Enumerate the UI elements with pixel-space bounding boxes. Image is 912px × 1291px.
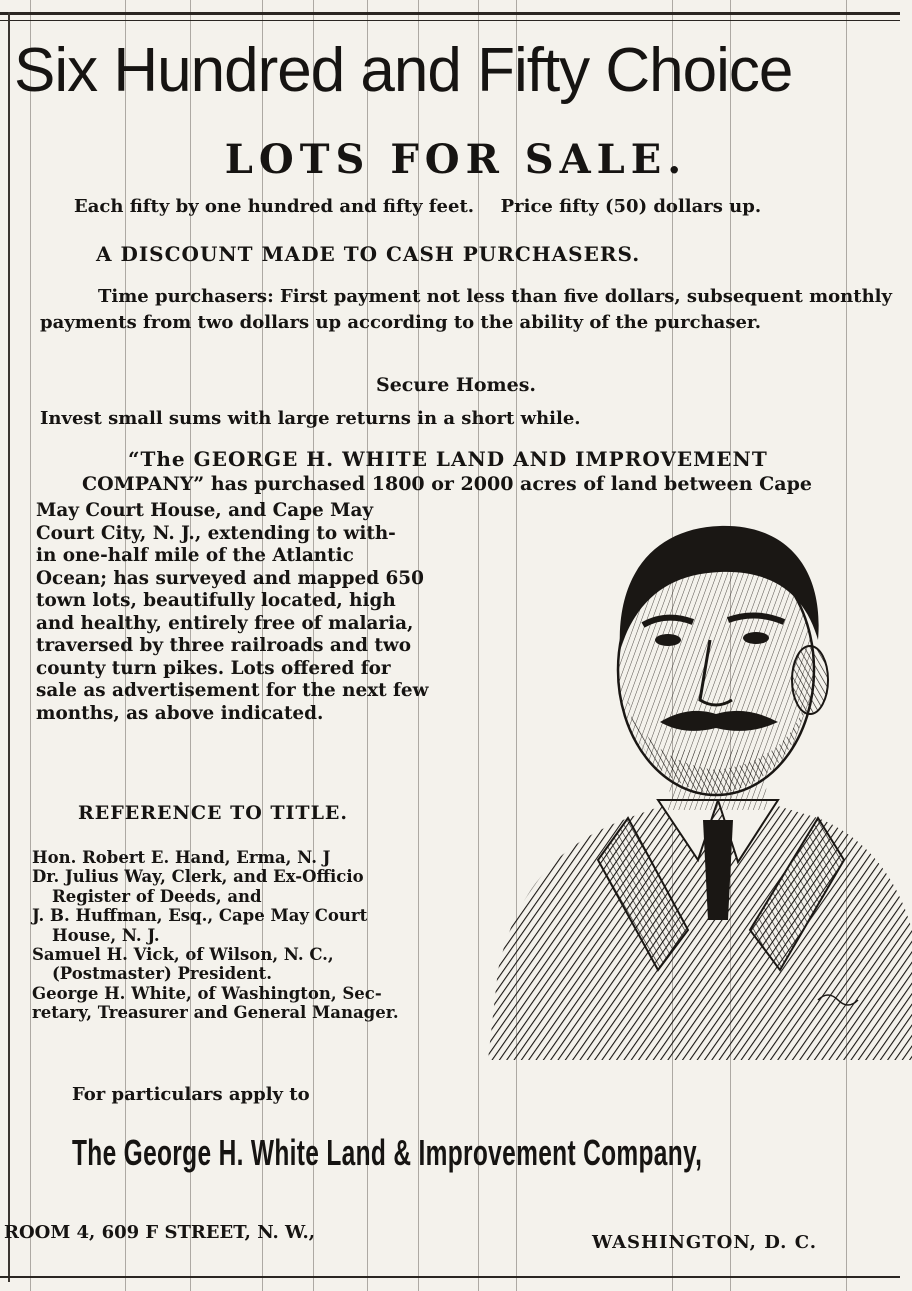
description-line: traversed by three railroads and two bbox=[36, 635, 412, 656]
discount-line: A DISCOUNT MADE TO CASH PURCHASERS. bbox=[96, 242, 641, 266]
lot-size-text: Each fifty by one hundred and fifty feet. bbox=[74, 196, 475, 217]
invest-line: Invest small sums with large returns in a short while. bbox=[40, 408, 581, 429]
terms-paragraph: Time purchasers: First payment not less than five dollars, subsequent monthly payments from two dollars up according to the ability of the purchaser. bbox=[40, 286, 892, 333]
headline: Six Hundred and Fifty Choice bbox=[14, 36, 793, 105]
reference-line: Samuel H. Vick, of Wilson, N. C., bbox=[32, 945, 334, 965]
description-line: months, as above indicated. bbox=[36, 702, 324, 724]
apply-line: For particulars apply to bbox=[72, 1084, 310, 1105]
company-intro-line2: COMPANY” has purchased 1800 or 2000 acres of land between Cape bbox=[82, 473, 812, 495]
reference-line: Dr. Julius Way, Clerk, and Ex-Officio bbox=[32, 867, 364, 887]
reference-line: J. B. Huffman, Esq., Cape May Court bbox=[32, 906, 368, 926]
description-line: in one-half mile of the Atlantic bbox=[36, 545, 354, 566]
description-line: May Court House, and Cape May bbox=[36, 500, 374, 521]
description-line: county turn pikes. Lots offered for bbox=[36, 657, 391, 679]
left-border-rule bbox=[8, 12, 10, 1282]
reference-line: George H. White, of Washington, Sec- bbox=[32, 983, 382, 1003]
reference-list bbox=[32, 848, 472, 1023]
description-column bbox=[36, 500, 466, 725]
company-intro-line1: “The GEORGE H. WHITE LAND AND IMPROVEMENT bbox=[128, 447, 768, 471]
top-border-rule bbox=[0, 12, 900, 15]
description-line: and healthy, entirely free of malaria, bbox=[36, 612, 414, 634]
scan-streak bbox=[478, 0, 479, 1291]
scan-streak bbox=[30, 0, 31, 1291]
engraved-portrait-icon bbox=[488, 500, 912, 1060]
reference-line: (Postmaster) President. bbox=[52, 964, 273, 984]
subheadline: LOTS FOR SALE. bbox=[224, 136, 688, 183]
reference-heading: REFERENCE TO TITLE. bbox=[78, 802, 349, 824]
description-line: sale as advertisement for the next few bbox=[36, 680, 429, 701]
reference-line: Hon. Robert E. Hand, Erma, N. J bbox=[32, 848, 331, 867]
reference-line: Register of Deeds, and bbox=[52, 886, 262, 906]
description-line: Ocean; has surveyed and mapped 650 bbox=[36, 567, 424, 589]
secure-homes-heading: Secure Homes. bbox=[376, 374, 537, 396]
description-line: town lots, beautifully located, high bbox=[36, 590, 396, 611]
reference-line: retary, Treasurer and General Manager. bbox=[32, 1003, 399, 1023]
top-border-rule-thin bbox=[0, 20, 900, 21]
reference-line: House, N. J. bbox=[52, 925, 160, 945]
price-text: Price fifty (50) dollars up. bbox=[500, 196, 762, 217]
lot-size-price-line bbox=[74, 196, 761, 217]
address-right: WASHINGTON, D. C. bbox=[592, 1232, 817, 1253]
description-line: Court City, N. J., extending to with- bbox=[36, 522, 396, 544]
company-name: The George H. White Land & Improvement Company, bbox=[72, 1132, 703, 1173]
bottom-border-rule bbox=[0, 1276, 900, 1278]
address-left: ROOM 4, 609 F STREET, N. W., bbox=[4, 1222, 315, 1243]
